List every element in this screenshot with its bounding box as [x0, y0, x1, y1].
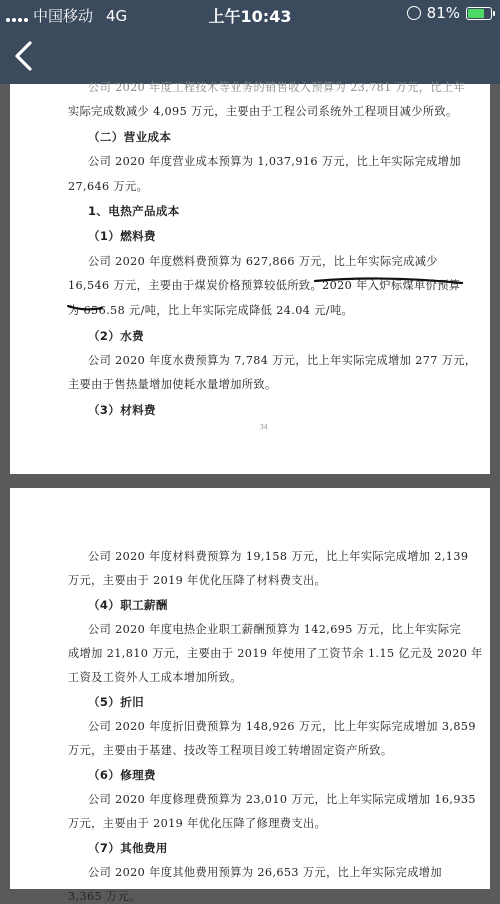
paragraph-line: 万元，主要由于基建、技改等工程项目竣工转增固定资产所致。: [68, 744, 393, 757]
orientation-lock-icon: [407, 6, 421, 20]
paragraph-line: 为 656.58 元/吨，比上年实际完成降低 24.04 元/吨。: [68, 304, 354, 317]
status-right: [407, 4, 492, 22]
document-page-1: [10, 81, 490, 474]
paragraph-line: 公司 2020 年度营业成本预算为 1,037,916 万元，比上年实际完成增加: [88, 155, 461, 168]
paragraph-line: 3,365 万元。: [68, 890, 141, 903]
battery-icon: [466, 7, 492, 20]
clock: 上午10:43: [208, 7, 292, 26]
section-heading: （3）材料费: [88, 403, 156, 417]
paragraph-line: 16,546 万元，主要由于煤炭价格预算较低所致。2020 年入炉标煤单价预算: [68, 279, 461, 292]
section-heading: 1、电热产品成本: [88, 204, 180, 218]
chevron-left-icon[interactable]: [10, 40, 40, 72]
paragraph-line: 万元，主要由于 2019 年优化压降了修理费支出。: [68, 817, 327, 830]
paragraph-line: 万元，主要由于 2019 年优化压降了材料费支出。: [68, 574, 327, 587]
section-heading: （4）职工薪酬: [88, 598, 168, 612]
status-bar: [0, 0, 500, 28]
battery-fill: [468, 9, 484, 18]
section-heading: （5）折旧: [88, 695, 145, 709]
section-heading: （二）营业成本: [88, 130, 172, 144]
section-heading: （1）燃料费: [88, 229, 156, 243]
paragraph-line: 公司 2020 年度燃料费预算为 627,866 万元，比上年实际完成减少: [88, 255, 438, 268]
section-heading: （6）修理费: [88, 768, 156, 782]
battery-percent: 81%: [426, 4, 460, 22]
nav-bar: [0, 28, 500, 84]
paragraph-line: 公司 2020 年度电热企业职工薪酬预算为 142,695 万元，比上年实际完: [88, 623, 462, 636]
paragraph-line: 公司 2020 年度修理费预算为 23,010 万元，比上年实际完成增加 16,935: [88, 793, 476, 806]
carrier-label: 中国移动: [33, 7, 94, 25]
document-page-2: [10, 488, 490, 903]
paragraph-line: 公司 2020 年度水费预算为 7,784 万元，比上年实际完成增加 277 万元，: [88, 354, 477, 367]
paragraph-line: 主要由于售热量增加使耗水量增加所致。: [68, 378, 277, 391]
paragraph-line: 公司 2020 年度其他费用预算为 26,653 万元，比上年实际完成增加: [88, 866, 442, 879]
section-heading: （2）水费: [88, 329, 145, 343]
paragraph-line: 公司 2020 年度工程技术等业务的销售收入预算为 23,781 万元，比上年: [88, 81, 466, 94]
page-number: 34: [260, 424, 268, 431]
paragraph-line: 实际完成数减少 4,095 万元，主要由于工程公司系统外工程项目减少所致。: [68, 105, 458, 118]
paragraph-line: 工资及工资外人工成本增加所致。: [68, 671, 242, 684]
network-label: 4G: [106, 6, 128, 25]
paragraph-line: 公司 2020 年度折旧费预算为 148,926 万元，比上年实际完成增加 3,859: [88, 720, 476, 733]
paragraph-line: 公司 2020 年度材料费预算为 19,158 万元，比上年实际完成增加 2,139: [88, 550, 469, 563]
paragraph-line: 成增加 21,810 万元，主要由于 2019 年使用了工资节余 1.15 亿元及 2020 年: [68, 647, 483, 660]
section-heading: （7）其他费用: [88, 841, 168, 855]
paragraph-line: 27,646 万元。: [68, 180, 149, 193]
